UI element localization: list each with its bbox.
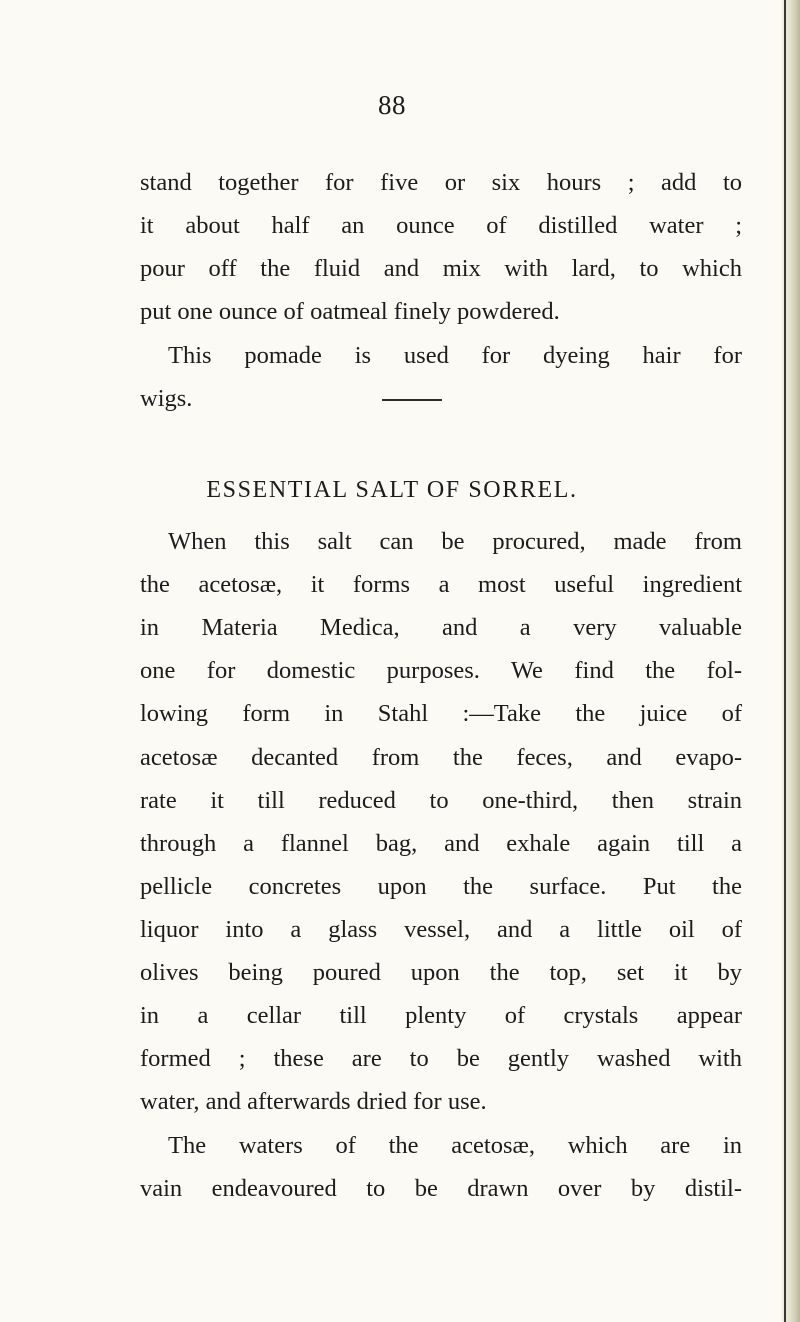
text-line: vain endeavoured to be drawn over by distil- (140, 1175, 742, 1202)
text-line: it about half an ounce of distilled water ; (140, 212, 742, 239)
text-line: This pomade is used for dyeing hair for (168, 342, 742, 369)
section-heading: ESSENTIAL SALT OF SORREL. (206, 477, 578, 503)
text-line: formed ; these are to be gently washed with (140, 1045, 742, 1072)
text-line: When this salt can be procured, made from (168, 528, 742, 555)
text-line: The waters of the acetosæ, which are in (168, 1132, 742, 1159)
text-line: put one ounce of oatmeal finely powdered. (140, 298, 560, 325)
text-line: lowing form in Stahl :—Take the juice of (140, 700, 742, 727)
text-line: pour off the fluid and mix with lard, to which (140, 255, 742, 282)
text-line: pellicle concretes upon the surface. Put the (140, 873, 742, 900)
text-line: in a cellar till plenty of crystals appear (140, 1002, 742, 1029)
text-line: acetosæ decanted from the feces, and evapo- (140, 744, 742, 771)
page-number: 88 (378, 90, 406, 120)
text-line: in Materia Medica, and a very valuable (140, 614, 742, 641)
text-line: one for domestic purposes. We find the fol- (140, 657, 742, 684)
section-divider (382, 399, 442, 401)
text-line: rate it till reduced to one-third, then strain (140, 787, 742, 814)
text-line: water, and afterwards dried for use. (140, 1088, 487, 1115)
text-line: liquor into a glass vessel, and a little oil of (140, 916, 742, 943)
text-line: through a flannel bag, and exhale again till a (140, 830, 742, 857)
text-line: stand together for five or six hours ; add to (140, 169, 742, 196)
page-edge-line (784, 0, 786, 1322)
text-line: olives being poured upon the top, set it by (140, 959, 742, 986)
text-line: the acetosæ, it forms a most useful ingredient (140, 571, 742, 598)
text-line: wigs. (140, 385, 193, 412)
